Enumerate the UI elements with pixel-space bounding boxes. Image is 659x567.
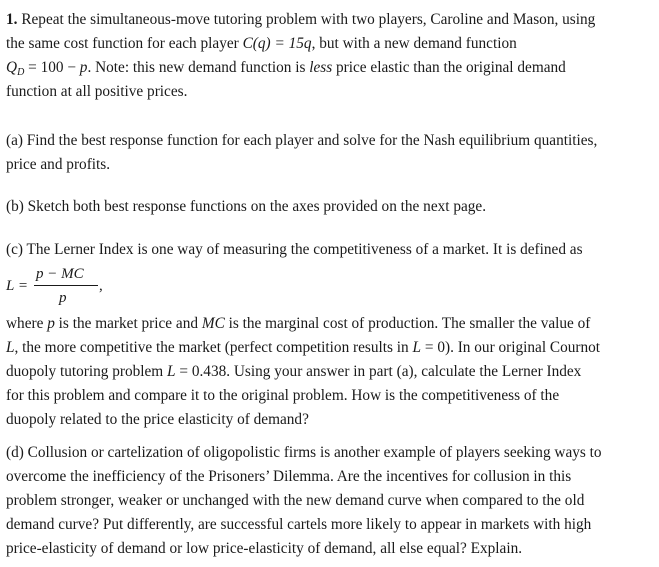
intro-line-1: [6, 8, 658, 32]
lerner-index-formula: [6, 262, 116, 310]
demand-eq: = 100 −: [24, 59, 80, 76]
formula-lhs: L =: [6, 278, 28, 294]
part-c: [6, 238, 658, 262]
intro-text-4: function at all positive prices.: [6, 83, 188, 100]
part-c-text-5: for this problem and compare it to the original problem. How is the competitiveness of the: [6, 387, 560, 404]
part-c-line-2: [6, 312, 658, 336]
l-symbol-2: L: [412, 339, 422, 356]
part-b-line-1: [6, 195, 658, 219]
formula-comma: ,: [99, 278, 103, 294]
part-c-line-6: [6, 408, 658, 432]
part-d-line-4: [6, 513, 658, 537]
part-d-text-4: demand curve? Put differently, are successful cartels more likely to appear in markets with high: [6, 516, 592, 533]
intro-text-1: Repeat the simultaneous-move tutoring problem with two players, Caroline and Mason, using: [21, 11, 596, 28]
part-d-text-3: problem stronger, weaker or unchanged with the new demand curve when compared to the old: [6, 492, 585, 509]
part-c-text-4b: = 0.438. Using your answer in part (a), calculate the Lerner Index: [175, 363, 582, 380]
part-a-text-1: (a) Find the best response function for each player and solve for the Nash equilibrium quantities,: [6, 132, 598, 149]
demand-subscript: D: [17, 67, 25, 78]
intro-text-3b: price elastic than the original demand: [332, 59, 566, 76]
part-c-line-4: [6, 360, 658, 384]
part-c-line-3: [6, 336, 658, 360]
price-symbol: p: [79, 59, 88, 76]
part-c-text-3b: = 0). In our original Cournot: [421, 339, 601, 356]
part-d-text-1: (d) Collusion or cartelization of oligopolistic firms is another example of players seeking ways to: [6, 444, 602, 461]
p-symbol: p: [47, 315, 55, 332]
formula-denominator: p: [59, 290, 67, 306]
problem-intro: [6, 8, 658, 104]
part-c-body: [6, 312, 658, 432]
part-d-line-3: [6, 489, 658, 513]
intro-line-2: [6, 32, 658, 56]
part-d-line-2: [6, 465, 658, 489]
part-a: [6, 129, 658, 177]
part-d-text-2: overcome the inefficiency of the Prisoners’ Dilemma. Are the incentives for collusion in this: [6, 468, 572, 485]
part-d: [6, 441, 658, 561]
part-c-line-1: [6, 238, 658, 262]
part-c-text-2b: is the market price and: [54, 315, 202, 332]
part-d-line-5: [6, 537, 658, 561]
intro-line-3: [6, 56, 658, 80]
part-b: [6, 195, 658, 219]
part-c-text-6: duopoly related to the price elasticity of demand?: [6, 411, 309, 428]
intro-line-4: [6, 80, 658, 104]
l-symbol-3: L: [167, 363, 176, 380]
part-a-line-1: [6, 129, 658, 153]
intro-text-2b: , but with a new demand function: [311, 35, 517, 52]
part-a-line-2: [6, 153, 658, 177]
part-c-text-1: (c) The Lerner Index is one way of measuring the competitiveness of a market. It is defined as: [6, 241, 583, 258]
less-emphasis: less: [309, 59, 333, 76]
part-c-text-2c: is the marginal cost of production. The smaller the value of: [224, 315, 591, 332]
part-c-text-2a: where: [6, 315, 48, 332]
demand-symbol: Q: [6, 59, 18, 76]
l-symbol: L: [6, 339, 15, 356]
cost-function: C(q) = 15q: [242, 35, 312, 52]
intro-text-2: the same cost function for each player: [6, 35, 243, 52]
mc-symbol: MC: [201, 315, 225, 332]
part-c-text-3a: , the more competitive the market (perfect competition results in: [14, 339, 413, 356]
part-d-text-5: price-elasticity of demand or low price-elasticity of demand, all else equal? Explain.: [6, 540, 523, 557]
problem-number: 1.: [6, 11, 18, 28]
part-c-text-4a: duopoly tutoring problem: [6, 363, 168, 380]
formula-numerator: p − MC: [36, 266, 84, 282]
part-a-text-2: price and profits.: [6, 156, 111, 173]
part-c-line-5: [6, 384, 658, 408]
part-b-text-1: (b) Sketch both best response functions on the axes provided on the next page.: [6, 198, 487, 215]
intro-text-3: . Note: this new demand function is: [87, 59, 310, 76]
part-d-line-1: [6, 441, 658, 465]
